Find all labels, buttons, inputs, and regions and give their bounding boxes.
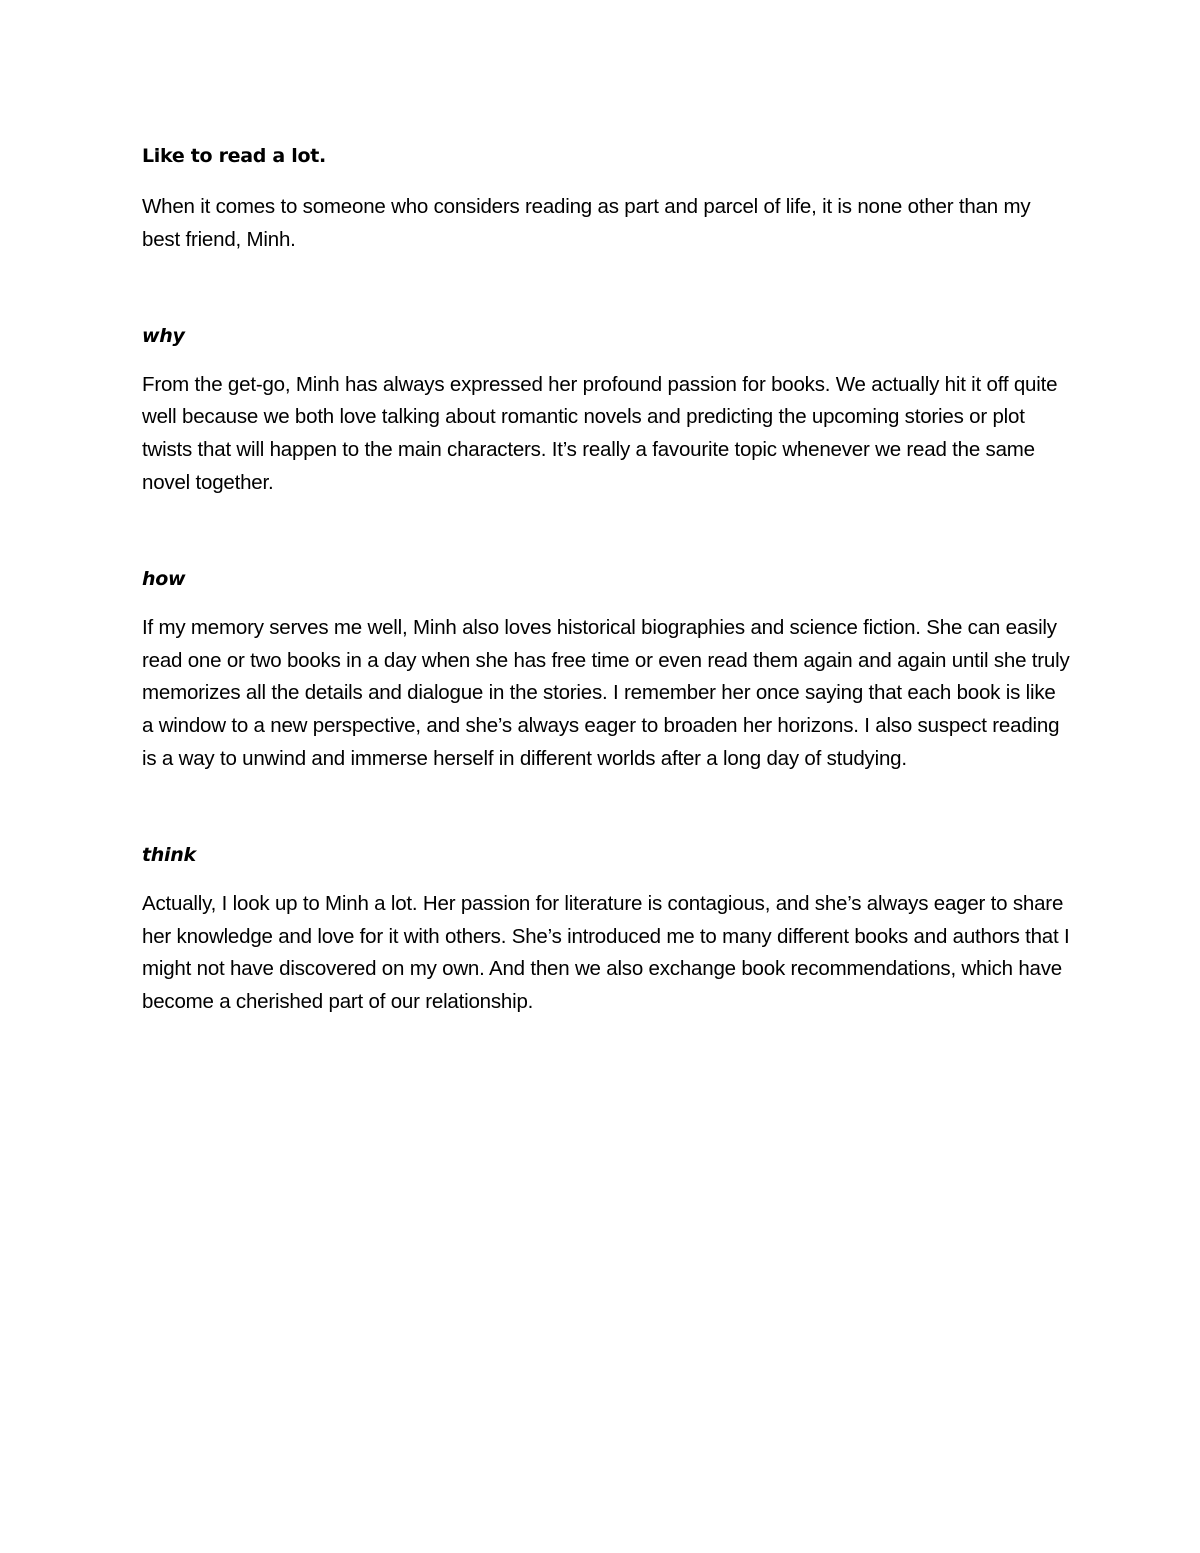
section-heading-think: think: [142, 843, 196, 866]
spacer: [142, 500, 1072, 563]
section-body-how: If my memory serves me well, Minh also loves historical biographies and science fiction. She can easily read one or two books in a day when she has free time or even read them again and again until she truly memorizes all the details and dialogue in the stories. I remember her once saying that each book is like a window to a new perspective, and she’s always eager to broaden her horizons. I also suspect reading is a way to unwind and immerse herself in different worlds after a long day of studying.: [142, 615, 1070, 770]
spacer: [142, 257, 1072, 320]
section-heading-how: how: [142, 567, 186, 590]
section-heading-why: why: [142, 324, 185, 347]
section-how: [142, 563, 1072, 776]
spacer: [142, 776, 1072, 839]
section-why: [142, 320, 1072, 500]
document-title: Like to read a lot.: [142, 145, 326, 167]
section-think: [142, 839, 1072, 1019]
document-page: [142, 140, 1072, 1019]
intro-paragraph: When it comes to someone who considers reading as part and parcel of life, it is none other than my best friend, Minh.: [142, 195, 1031, 251]
section-body-why: From the get-go, Minh has always expressed her profound passion for books. We actually hit it off quite well because we both love talking about romantic novels and predicting the upcoming stories or plot twists that will happen to the main characters. It’s really a favourite topic whenever we read the same novel together.: [142, 372, 1058, 494]
section-body-think: Actually, I look up to Minh a lot. Her passion for literature is contagious, and she’s always eager to share her knowledge and love for it with others. She’s introduced me to many different books and authors that I might not have discovered on my own. And then we also exchange book recommendations, which have become a cherished part of our relationship.: [142, 891, 1070, 1014]
